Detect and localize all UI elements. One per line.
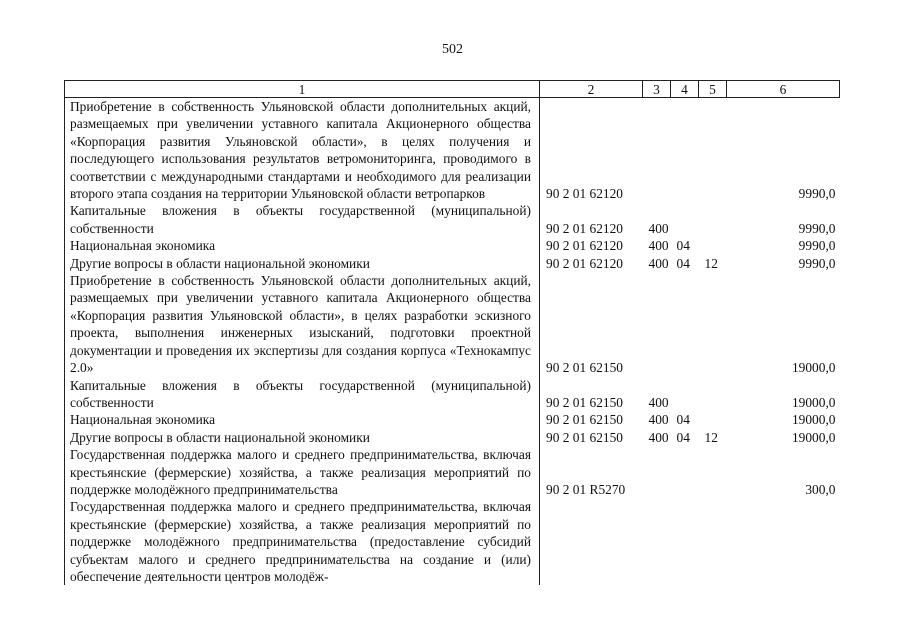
- header-col-3: 3: [643, 81, 671, 98]
- row-amount: 19000,0: [791, 429, 836, 445]
- row-target-code: 90 2 01 62120: [546, 220, 623, 236]
- row-subsection: 12: [704, 255, 718, 271]
- header-col-4: 4: [671, 81, 699, 98]
- row-target-code: 90 2 01 R5270: [546, 481, 626, 497]
- table-row: [65, 411, 840, 428]
- header-col-2: 2: [540, 81, 643, 98]
- table-row: [65, 255, 840, 272]
- row-subsection: [699, 237, 727, 254]
- row-section: [671, 202, 699, 237]
- table-row: [65, 272, 840, 376]
- row-expense-type: [643, 98, 671, 203]
- row-amount: 19000,0: [791, 412, 836, 428]
- row-subsection: [699, 411, 727, 428]
- row-expense-type: 400: [648, 412, 669, 428]
- table-body: [65, 98, 840, 586]
- header-col-5: 5: [699, 81, 727, 98]
- row-expense-type: [643, 498, 671, 585]
- table-row: [65, 237, 840, 254]
- row-section: 04: [676, 412, 690, 428]
- table-row: [65, 429, 840, 446]
- row-expense-type: [643, 446, 671, 498]
- row-amount: 9990,0: [798, 255, 836, 271]
- row-description: Государственная поддержка малого и среднего предпринимательства, включая крестьянские (фермерские) хозяйства, а также реализация мероприятий по поддержке молодёжного предпринимательства: [65, 446, 540, 498]
- row-description: Приобретение в собственность Ульяновской области дополнительных акций, размещаемых при увеличении уставного капитала Акционерного общества «Корпорация развития Ульяновской области», в целях разработки эскизного проекта, выполнения инженерных изысканий, подготовки проектной документации и проведения их экспертизы для создания корпуса «Технокампус 2.0»: [65, 272, 540, 376]
- row-target-code: 90 2 01 62120: [546, 238, 623, 254]
- row-expense-type: 400: [648, 220, 669, 236]
- row-amount: 9990,0: [798, 220, 836, 236]
- row-section: 04: [676, 255, 690, 271]
- row-amount: 9990,0: [798, 238, 836, 254]
- row-subsection: [699, 272, 727, 376]
- row-description: Капитальные вложения в объекты государственной (муниципальной) собственности: [65, 377, 540, 412]
- row-expense-type: 400: [648, 394, 669, 410]
- row-section: 04: [676, 238, 690, 254]
- row-subsection: [699, 498, 727, 585]
- row-section: [671, 377, 699, 412]
- header-col-6: 6: [727, 81, 840, 98]
- row-expense-type: 400: [648, 238, 669, 254]
- page-number: 502: [442, 42, 463, 57]
- row-target-code: 90 2 01 62150: [546, 360, 623, 376]
- row-target-code: 90 2 01 62120: [546, 255, 623, 271]
- header-col-1: 1: [65, 81, 540, 98]
- row-description: Приобретение в собственность Ульяновской области дополнительных акций, размещаемых при увеличении уставного капитала Акционерного общества «Корпорация развития Ульяновской области», в целях получения и последующего использования результатов ветромониторинга, проводимого в соответствии с международными стандартами и необходимого для реализации второго этапа создания на территории Ульяновской области ветропарков: [65, 98, 540, 203]
- row-amount: [727, 498, 840, 585]
- row-description: Государственная поддержка малого и среднего предпринимательства, включая крестьянские (фермерские) хозяйства, а также реализация мероприятий по поддержке молодёжного предпринимательства (предоставление субсидий субъектам малого и среднего предпринимательства на создание и (или) обеспечение деятельности центров молодёж-: [65, 498, 540, 585]
- row-section: [671, 498, 699, 585]
- row-description: Другие вопросы в области национальной экономики: [65, 255, 540, 272]
- row-expense-type: 400: [648, 429, 669, 445]
- row-subsection: [699, 202, 727, 237]
- row-target-code: 90 2 01 62120: [546, 186, 623, 202]
- table-header-row: [65, 81, 840, 98]
- row-section: [671, 446, 699, 498]
- row-expense-type: [643, 272, 671, 376]
- row-amount: 19000,0: [791, 360, 836, 376]
- row-section: [671, 98, 699, 203]
- row-expense-type: 400: [648, 255, 669, 271]
- table-row: [65, 202, 840, 237]
- row-description: Другие вопросы в области национальной экономики: [65, 429, 540, 446]
- row-section: [671, 272, 699, 376]
- row-target-code: 90 2 01 62150: [546, 394, 623, 410]
- row-subsection: 12: [704, 429, 718, 445]
- row-amount: 300,0: [805, 481, 836, 497]
- row-subsection: [699, 377, 727, 412]
- row-description: Капитальные вложения в объекты государственной (муниципальной) собственности: [65, 202, 540, 237]
- row-subsection: [699, 446, 727, 498]
- row-section: 04: [676, 429, 690, 445]
- row-target-code: 90 2 01 62150: [546, 429, 623, 445]
- row-amount: 19000,0: [791, 394, 836, 410]
- row-target-code: [540, 498, 643, 585]
- table-row: [65, 446, 840, 498]
- budget-table: [64, 80, 840, 585]
- row-description: Национальная экономика: [65, 411, 540, 428]
- row-target-code: 90 2 01 62150: [546, 412, 623, 428]
- row-subsection: [699, 98, 727, 203]
- table-row: [65, 498, 840, 585]
- table-row: [65, 98, 840, 203]
- row-description: Национальная экономика: [65, 237, 540, 254]
- table-row: [65, 377, 840, 412]
- row-amount: 9990,0: [798, 186, 836, 202]
